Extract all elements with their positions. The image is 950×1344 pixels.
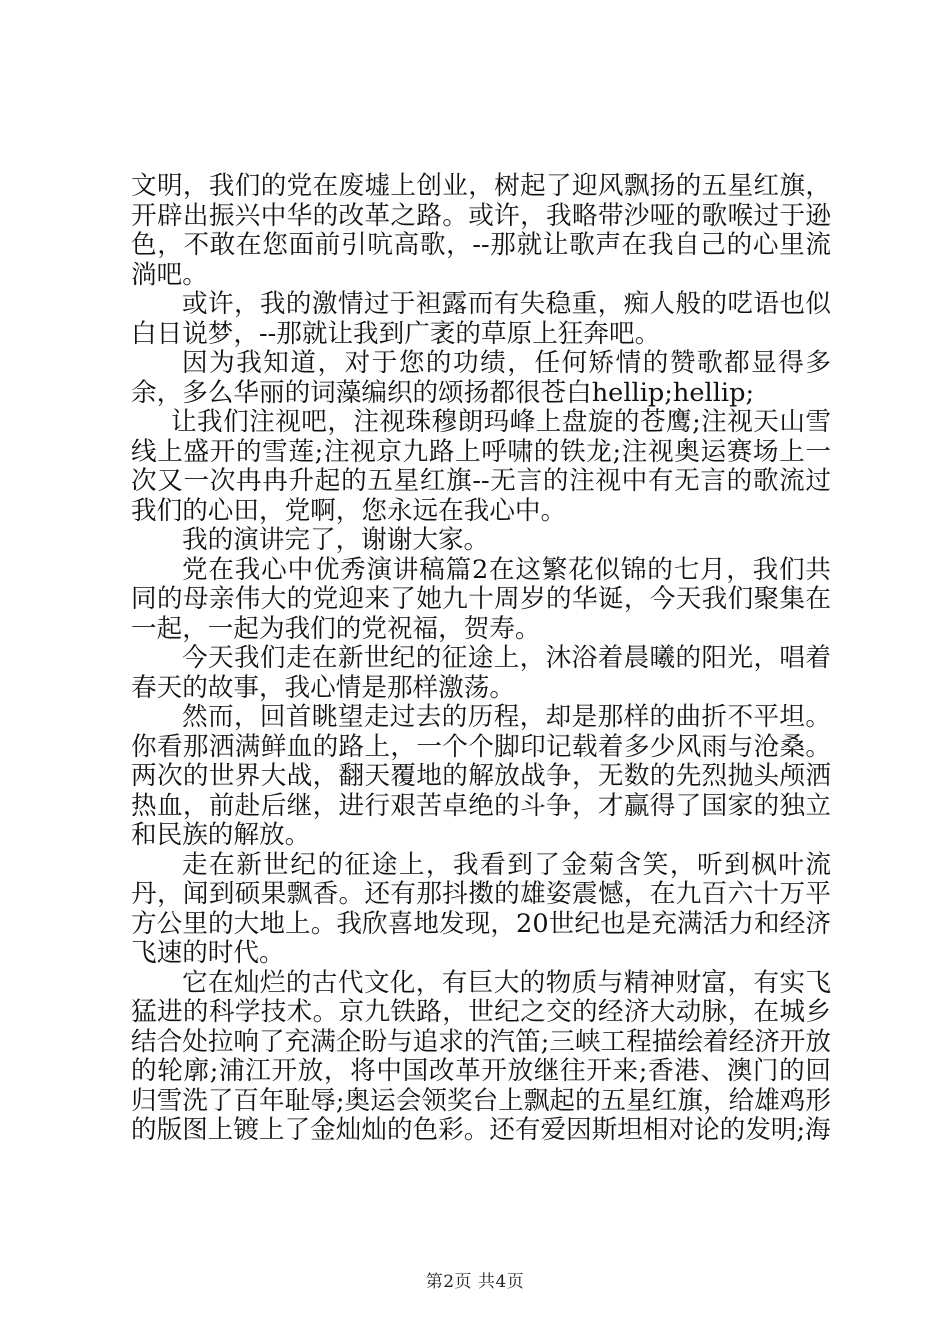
paragraph-5: 我的演讲完了，谢谢大家。 bbox=[182, 525, 490, 555]
paragraph-9: 走在新世纪的征途上，我看到了金菊含笑，听到枫叶流丹，闻到硕果飘香。还有那抖擞的雄姿震憾，在九百六十万平方公里的大地上。我欣喜地发现，20世纪也是充满活力和经济飞速的时代。 bbox=[131, 849, 831, 968]
paragraph-4: 让我们注视吧，注视珠穆朗玛峰上盘旋的苍鹰;注视天山雪线上盛开的雪莲;注视京九路上呼啸的铁龙;注视奥运赛场上一次又一次冉冉升起的五星红旗--无言的注视中有无言的歌流过我们的心田，党啊，您永远在我心中。 bbox=[131, 407, 831, 526]
document-body bbox=[131, 172, 831, 1146]
page-footer: 第2页 共4页 bbox=[425, 1272, 525, 1292]
paragraph-7: 今天我们走在新世纪的征途上，沐浴着晨曦的阳光，唱着春天的故事，我心情是那样激荡。 bbox=[131, 643, 831, 703]
paragraph-10: 它在灿烂的古代文化，有巨大的物质与精神财富，有实飞猛进的科学技术。京九铁路，世纪之交的经济大动脉，在城乡结合处拉响了充满企盼与追求的汽笛;三峡工程描绘着经济开放的轮廓;浦江开放，将中国改革开放继往开来;香港、澳门的回归雪洗了百年耻辱;奥运会领奖台上飘起的五星红旗，给雄鸡形的版图上镀上了金灿灿的色彩。还有爱因斯坦相对论的发明;海 bbox=[131, 967, 831, 1145]
paragraph-6: 党在我心中优秀演讲稿篇2在这繁花似锦的七月，我们共同的母亲伟大的党迎来了她九十周岁的华诞，今天我们聚集在一起，一起为我们的党祝福，贺寿。 bbox=[131, 554, 831, 644]
paragraph-1: 文明，我们的党在废墟上创业，树起了迎风飘扬的五星红旗，开辟出振兴中华的改革之路。或许，我略带沙哑的歌喉过于逊色，不敢在您面前引吭高歌，--那就让歌声在我自己的心里流淌吧。 bbox=[131, 171, 831, 290]
paragraph-2: 或许，我的激情过于袒露而有失稳重，痴人般的呓语也似白日说梦，--那就让我到广袤的草原上狂奔吧。 bbox=[131, 289, 831, 349]
paragraph-8: 然而，回首眺望走过去的历程，却是那样的曲折不平坦。你看那洒满鲜血的路上，一个个脚印记载着多少风雨与沧桑。两次的世界大战，翻天覆地的解放战争，无数的先烈抛头颅洒热血，前赴后继，进行艰苦卓绝的斗争，才赢得了国家的独立和民族的解放。 bbox=[131, 702, 831, 850]
paragraph-3: 因为我知道，对于您的功绩，任何矫情的赞歌都显得多余，多么华丽的词藻编织的颂扬都很苍白hellip;hellip; bbox=[131, 348, 831, 408]
